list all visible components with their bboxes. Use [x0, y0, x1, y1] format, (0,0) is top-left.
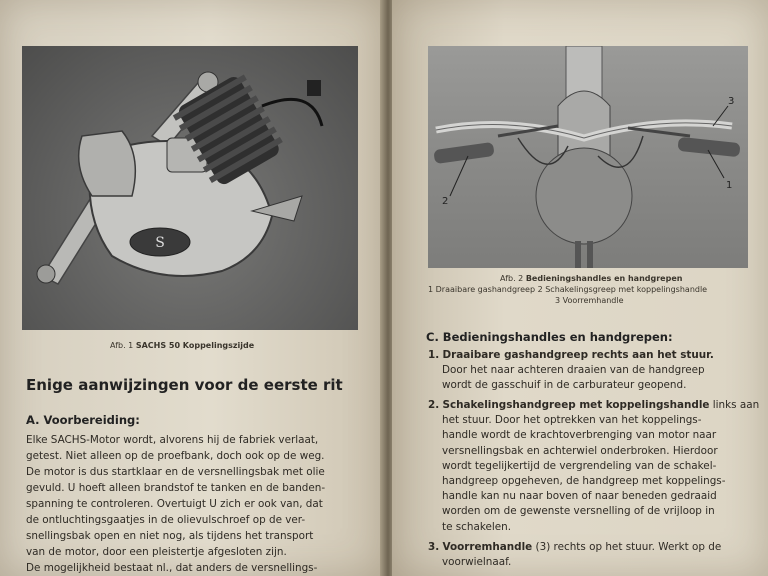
- main-heading: Enige aanwijzingen voor de eerste rit: [26, 376, 343, 394]
- photo-label-2: 2: [442, 196, 449, 207]
- item-line: voorwielnaaf.: [442, 556, 512, 569]
- paragraph-line: van de motor, door een pleistertje afgesloten zijn.: [26, 546, 287, 558]
- figure-2-caption-line3: 3 Voorremhandle: [555, 296, 624, 305]
- subheading-preparation: A. Voorbereiding:: [26, 413, 140, 427]
- figure-2-title: Bedieningshandles en handgrepen: [525, 274, 683, 283]
- item-title: Draaibare gashandgreep rechts aan het stuur.: [442, 349, 714, 361]
- item-number: 2.: [428, 399, 440, 411]
- paragraph-line: gevuld. U hoeft alleen brandstof te tanken en de banden-: [26, 482, 326, 494]
- handlebar-photo: [428, 46, 748, 268]
- paragraph-line: snellingsbak open en niet nog, als tijdens het transport: [26, 530, 314, 542]
- list-item: [428, 398, 764, 535]
- item-title: Schakelingshandgreep met koppelingshandle: [442, 399, 710, 411]
- item-line: handgreep opgeheven, de handgreep met koppelings-: [442, 475, 726, 488]
- item-line: wordt tegelijkertijd de vergrendeling van de schakel-: [442, 459, 717, 472]
- paragraph-line: spanning te controleren. Overtuigt U zich er ook van, dat: [26, 498, 323, 510]
- engine-illustration: [22, 46, 358, 330]
- engine-photo: [22, 46, 358, 330]
- figure-2-caption-line2: 1 Draaibare gashandgreep 2 Schakelingsgreep met koppelingshandle: [428, 285, 708, 294]
- item-title: Voorremhandle: [442, 541, 533, 553]
- item-title-rest: links aan: [709, 399, 760, 411]
- item-line: wordt de gasschuif in de carburateur geopend.: [442, 379, 687, 392]
- item-line: versnellingsbak en achterwiel onderbroken. Hierdoor: [442, 444, 718, 457]
- figure-1-title: SACHS 50 Koppelingszijde: [135, 341, 255, 350]
- paragraph-line: de ontluchtingsgaatjes in de olievulschroef op de ver-: [26, 514, 306, 526]
- item-line: het stuur. Door het optrekken van het koppelings-: [442, 414, 702, 427]
- item-title-rest: (3) rechts op het stuur. Werkt op de: [532, 541, 722, 553]
- item-line: te schakelen.: [442, 520, 512, 533]
- figure-1-prefix: Afb. 1: [110, 341, 134, 350]
- svg-text:S: S: [155, 235, 165, 251]
- figure-2-caption-line1: [500, 274, 682, 283]
- paragraph-line: De mogelijkheid bestaat nl., dat anders de versnellings-: [26, 562, 318, 574]
- paragraph-line: Elke SACHS-Motor wordt, alvorens hij de fabriek verlaat,: [26, 434, 319, 446]
- photo-label-3: 3: [728, 96, 735, 107]
- handlebar-illustration: [428, 46, 748, 268]
- section-heading-controls: C. Bedieningshandles en handgrepen:: [426, 330, 673, 344]
- item-line: worden om de gewenste versnelling of de vrijloop in: [442, 505, 715, 518]
- item-number: 1.: [428, 349, 440, 361]
- list-item: [428, 348, 764, 394]
- figure-1-caption: [110, 341, 254, 350]
- list-item: [428, 540, 764, 570]
- item-line: handle wordt de krachtoverbrenging van motor naar: [442, 429, 717, 442]
- item-line: Door het naar achteren draaien van de handgreep: [442, 364, 705, 377]
- figure-2-prefix: Afb. 2: [500, 274, 524, 283]
- preparation-paragraph: [26, 432, 376, 576]
- item-line: handle kan nu naar boven of naar beneden gedraaid: [442, 490, 717, 503]
- paragraph-line: De motor is dus startklaar en de versnellingsbak met olie: [26, 466, 325, 478]
- item-number: 3.: [428, 541, 440, 553]
- photo-label-1: 1: [726, 180, 733, 191]
- paragraph-line: getest. Niet alleen op de proefbank, doch ook op de weg.: [26, 450, 325, 462]
